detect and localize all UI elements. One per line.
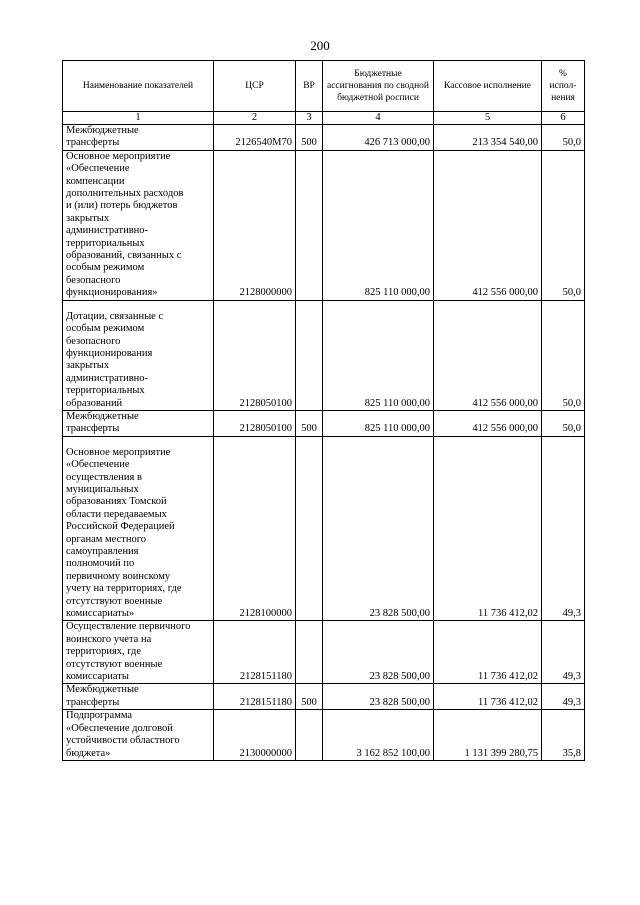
row-csr: 2128050100 bbox=[214, 300, 296, 410]
header-percent: % испол-нения bbox=[542, 61, 585, 112]
row-csr: 2128151180 bbox=[214, 621, 296, 684]
column-number: 5 bbox=[434, 112, 542, 125]
table-row bbox=[63, 150, 585, 300]
row-csr: 2128100000 bbox=[214, 436, 296, 621]
row-percent: 35,8 bbox=[542, 710, 585, 761]
row-cash: 1 131 399 280,75 bbox=[434, 710, 542, 761]
row-cash: 412 556 000,00 bbox=[434, 300, 542, 410]
row-name: Основное мероприятие «Обеспечение компенсации дополнительных расходов и (или) потерь бюджетов закрытых административно- территориальных образований, связанных с особым режимом безопасного функционирования» bbox=[63, 150, 214, 300]
row-name: Осуществление первичного воинского учета на территориях, где отсутствуют военные комиссариаты bbox=[63, 621, 214, 684]
header-row bbox=[63, 61, 585, 112]
row-vr bbox=[296, 621, 323, 684]
page-number: 200 bbox=[310, 38, 330, 53]
row-cash: 11 736 412,02 bbox=[434, 436, 542, 621]
row-name: Основное мероприятие «Обеспечение осуществления в муниципальных образованиях Томской области передаваемых Российской Федерацией органам местного самоуправления полномочий по первичному воинскому учету на территориях, где отсутствуют военные комиссариаты» bbox=[63, 436, 214, 621]
row-cash: 11 736 412,02 bbox=[434, 684, 542, 710]
row-vr: 500 bbox=[296, 410, 323, 436]
table-row bbox=[63, 125, 585, 151]
row-vr bbox=[296, 436, 323, 621]
row-name: Межбюджетные трансферты bbox=[63, 125, 214, 151]
row-percent: 50,0 bbox=[542, 125, 585, 151]
row-vr: 500 bbox=[296, 684, 323, 710]
row-cash: 412 556 000,00 bbox=[434, 410, 542, 436]
row-cash: 412 556 000,00 bbox=[434, 150, 542, 300]
table-row bbox=[63, 410, 585, 436]
row-percent: 50,0 bbox=[542, 300, 585, 410]
row-csr: 2130000000 bbox=[214, 710, 296, 761]
column-number: 4 bbox=[323, 112, 434, 125]
row-budget: 23 828 500,00 bbox=[323, 436, 434, 621]
row-csr: 2128050100 bbox=[214, 410, 296, 436]
column-number: 2 bbox=[214, 112, 296, 125]
row-cash: 11 736 412,02 bbox=[434, 621, 542, 684]
row-percent: 49,3 bbox=[542, 684, 585, 710]
row-vr bbox=[296, 300, 323, 410]
row-budget: 825 110 000,00 bbox=[323, 150, 434, 300]
row-percent: 50,0 bbox=[542, 410, 585, 436]
row-vr bbox=[296, 150, 323, 300]
header-cash: Кассовое исполнение bbox=[434, 61, 542, 112]
row-budget: 825 110 000,00 bbox=[323, 300, 434, 410]
table-row bbox=[63, 300, 585, 410]
row-budget: 3 162 852 100,00 bbox=[323, 710, 434, 761]
header-name: Наименование показателей bbox=[63, 61, 214, 112]
table-row bbox=[63, 621, 585, 684]
row-csr: 2128000000 bbox=[214, 150, 296, 300]
row-percent: 50,0 bbox=[542, 150, 585, 300]
header-csr: ЦСР bbox=[214, 61, 296, 112]
row-budget: 825 110 000,00 bbox=[323, 410, 434, 436]
row-budget: 426 713 000,00 bbox=[323, 125, 434, 151]
row-name: Межбюджетные трансферты bbox=[63, 684, 214, 710]
column-number: 3 bbox=[296, 112, 323, 125]
header-budget: Бюджетные ассигнования по сводной бюджетной росписи bbox=[323, 61, 434, 112]
column-number: 6 bbox=[542, 112, 585, 125]
row-budget: 23 828 500,00 bbox=[323, 621, 434, 684]
row-name: Межбюджетные трансферты bbox=[63, 410, 214, 436]
row-vr bbox=[296, 710, 323, 761]
row-name: Подпрограмма «Обеспечение долговой устойчивости областного бюджета» bbox=[63, 710, 214, 761]
row-cash: 213 354 540,00 bbox=[434, 125, 542, 151]
table-row bbox=[63, 710, 585, 761]
row-csr: 2128151180 bbox=[214, 684, 296, 710]
row-vr: 500 bbox=[296, 125, 323, 151]
column-number-row bbox=[63, 112, 585, 125]
table-row bbox=[63, 684, 585, 710]
row-percent: 49,3 bbox=[542, 621, 585, 684]
header-vr: ВР bbox=[296, 61, 323, 112]
row-name: Дотации, связанные с особым режимом безопасного функционирования закрытых административно- территориальных образований bbox=[63, 300, 214, 410]
row-percent: 49,3 bbox=[542, 436, 585, 621]
table-row bbox=[63, 436, 585, 621]
row-csr: 2126540M70 bbox=[214, 125, 296, 151]
row-budget: 23 828 500,00 bbox=[323, 684, 434, 710]
budget-table bbox=[62, 60, 585, 761]
column-number: 1 bbox=[63, 112, 214, 125]
